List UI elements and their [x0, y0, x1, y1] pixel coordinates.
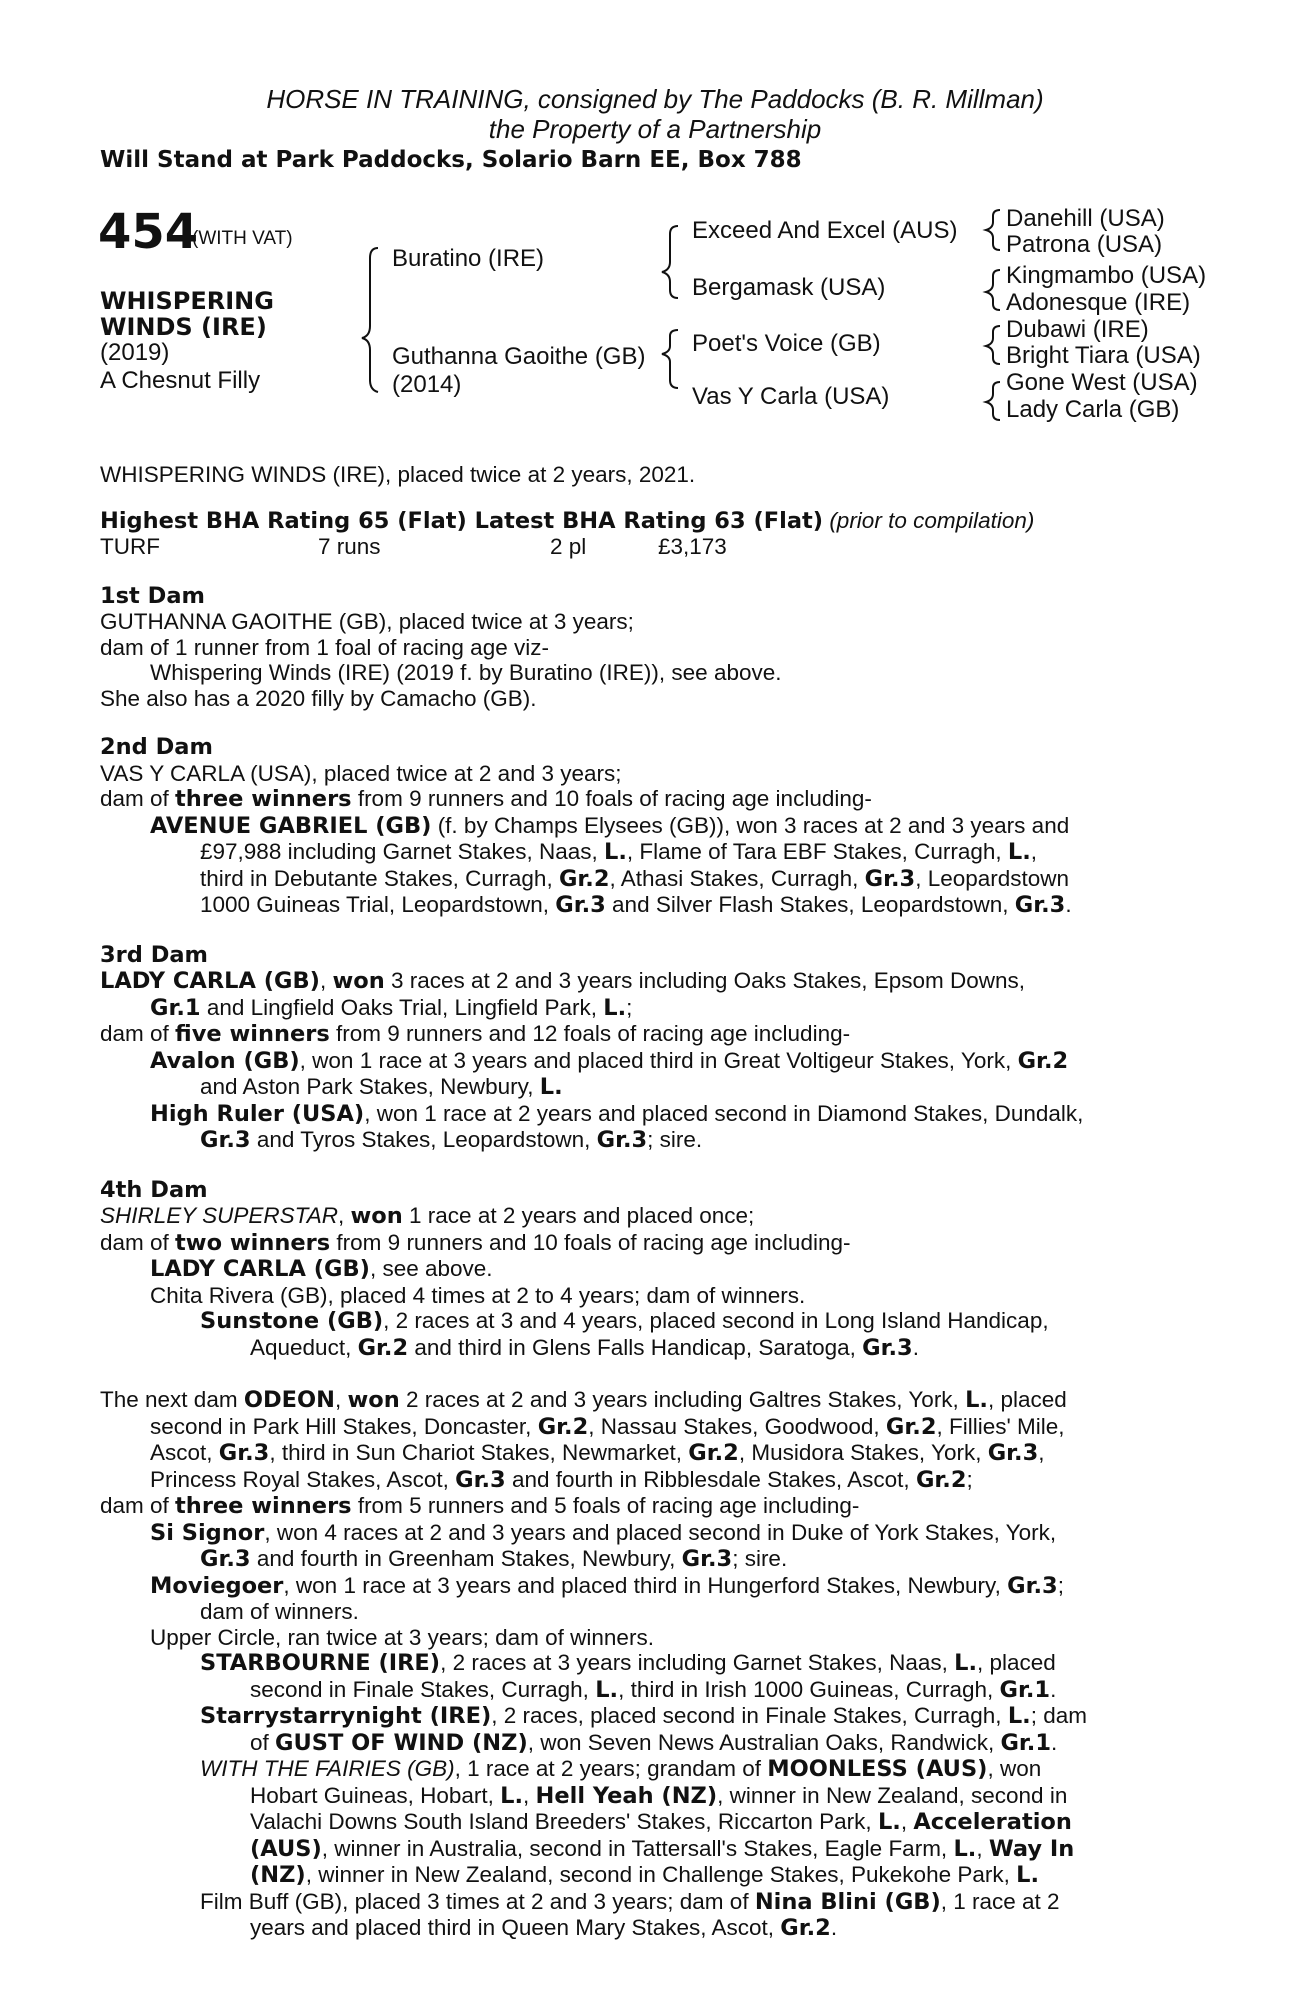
progeny-entry: Film Buff (GB), placed 3 times at 2 and 3 years; dam of Nina Blini (GB), 1 race at 2 [200, 1888, 1060, 1915]
fourth-dam-heading: 4th Dam [100, 1176, 208, 1203]
horse-name-line1: WHISPERING [100, 287, 274, 315]
progeny-entry: (NZ), winner in New Zealand, second in Challenge Stakes, Pukekohe Park, L. [250, 1862, 1040, 1888]
next-dam-line: Ascot, Gr.3, third in Sun Chariot Stakes, Newmarket, Gr.2, Musidora Stakes, York, Gr.3, [150, 1440, 1045, 1466]
dam-year: (2014) [392, 371, 462, 398]
ancestor-8: Lady Carla (GB) [1006, 396, 1180, 423]
progeny-name: Starrystarrynight (IRE) [200, 1703, 492, 1729]
sire: Buratino (IRE) [392, 245, 545, 272]
first-dam-line: She also has a 2020 filly by Camacho (GB). [100, 685, 537, 711]
progeny-entry: AVENUE GABRIEL (GB) (f. by Champs Elysees (GB)), won 3 races at 2 and 3 years and [150, 812, 1070, 839]
progeny-entry: second in Finale Stakes, Curragh, L., third in Irish 1000 Guineas, Curragh, Gr.1. [250, 1676, 1057, 1703]
progeny-entry: Upper Circle, ran twice at 3 years; dam of winners. [150, 1624, 654, 1650]
progeny-entry: Chita Rivera (GB), placed 4 times at 2 to 4 years; dam of winners. [150, 1282, 806, 1308]
rating-line [100, 508, 1210, 535]
dam-dam: Vas Y Carla (USA) [692, 383, 890, 410]
horse-name-line2: WINDS (IRE) [100, 313, 267, 341]
progeny-name: STARBOURNE (IRE) [200, 1650, 441, 1676]
ancestor-3: Kingmambo (USA) [1006, 262, 1207, 289]
progeny-entry: Aqueduct, Gr.2 and third in Glens Falls Handicap, Saratoga, Gr.3. [250, 1334, 919, 1361]
next-dam-line: Princess Royal Stakes, Ascot, Gr.3 and fourth in Ribblesdale Stakes, Ascot, Gr.2; [150, 1466, 973, 1493]
third-dam-heading: 3rd Dam [100, 941, 208, 968]
vat-label: (WITH VAT) [192, 228, 293, 249]
second-dam-line: dam of three winners from 9 runners and 10 foals of racing age including- [100, 786, 872, 812]
sire-sire: Exceed And Excel (AUS) [692, 217, 958, 244]
sire-dam: Bergamask (USA) [692, 274, 886, 301]
ancestor-6: Bright Tiara (USA) [1006, 342, 1201, 369]
progeny-entry: High Ruler (USA), won 1 race at 2 years and placed second in Diamond Stakes, Dundalk, [150, 1100, 1084, 1127]
progeny-name: Avalon (GB) [150, 1047, 300, 1074]
third-dam-line: Gr.1 and Lingfield Oaks Trial, Lingfield Park, L.; [150, 994, 633, 1021]
second-dam-heading: 2nd Dam [100, 734, 213, 760]
progeny-entry: STARBOURNE (IRE), 2 races at 3 years including Garnet Stakes, Naas, L., placed [200, 1650, 1056, 1676]
progeny-name: AVENUE GABRIEL (GB) [150, 812, 432, 839]
fourth-dam-line: SHIRLEY SUPERSTAR, won 1 race at 2 years and placed once; [100, 1203, 755, 1229]
consignor-line: HORSE IN TRAINING, consigned by The Paddocks (B. R. Millman) [266, 84, 1044, 114]
first-dam-line: GUTHANNA GAOITHE (GB), placed twice at 3 years; [100, 609, 634, 634]
progeny-name: Sunstone (GB) [200, 1308, 384, 1334]
rating-text: Highest BHA Rating 65 (Flat) Latest BHA Rating 63 (Flat) [100, 507, 824, 534]
progeny-entry: Avalon (GB), won 1 race at 3 years and placed third in Great Voltigeur Stakes, York, Gr.2 [150, 1047, 1069, 1074]
first-dam-heading: 1st Dam [100, 582, 205, 609]
progeny-entry: third in Debutante Stakes, Curragh, Gr.2, Athasi Stakes, Curragh, Gr.3, Leopardstown [200, 865, 1070, 892]
race-summary: WHISPERING WINDS (IRE), placed twice at 2 years, 2021. [100, 462, 696, 487]
progeny-entry: LADY CARLA (GB), see above. [150, 1256, 493, 1282]
lot-number: 454 [98, 204, 199, 260]
progeny-entry: £97,988 including Garnet Stakes, Naas, L., Flame of Tara EBF Stakes, Curragh, L., [200, 839, 1038, 865]
stand-location: Will Stand at Park Paddocks, Solario Barn EE, Box 788 [100, 147, 802, 173]
progeny-entry: 1000 Guineas Trial, Leopardstown, Gr.3 and Silver Flash Stakes, Leopardstown, Gr.3. [200, 892, 1072, 918]
progeny-entry: of GUST OF WIND (NZ), won Seven News Australian Oaks, Randwick, Gr.1. [250, 1729, 1058, 1756]
ancestor-4: Adonesque (IRE) [1006, 289, 1191, 316]
progeny-entry: Hobart Guineas, Hobart, L., Hell Yeah (NZ), winner in New Zealand, second in [250, 1782, 1068, 1809]
ancestor-2: Patrona (USA) [1006, 231, 1163, 258]
first-dam-line: dam of 1 runner from 1 foal of racing age viz- [100, 634, 549, 660]
ancestor-7: Gone West (USA) [1006, 369, 1198, 396]
progeny-entry: (AUS), winner in Australia, second in Tattersall's Stakes, Eagle Farm, L., Way In [250, 1835, 1075, 1862]
foaling-year: (2019) [100, 339, 170, 366]
next-dam-line: The next dam ODEON, won 2 races at 2 and 3 years including Galtres Stakes, York, L., placed [100, 1387, 1067, 1413]
progeny-name: Moviegoer [150, 1572, 284, 1599]
progeny-entry: years and placed third in Queen Mary Stakes, Ascot, Gr.2. [250, 1915, 838, 1941]
progeny-entry: and Aston Park Stakes, Newbury, L. [200, 1074, 563, 1100]
progeny-entry: Starrystarrynight (IRE), 2 races, placed second in Finale Stakes, Curragh, L.; dam [200, 1703, 1087, 1729]
third-dam-line: dam of five winners from 9 runners and 12 foals of racing age including- [100, 1021, 851, 1047]
progeny-name: High Ruler (USA) [150, 1100, 365, 1127]
fourth-dam-line: dam of two winners from 9 runners and 10 foals of racing age including- [100, 1229, 851, 1256]
stats-earnings: £3,173 [658, 534, 727, 559]
progeny-entry: dam of winners. [200, 1599, 359, 1624]
dam: Guthanna Gaoithe (GB) [392, 343, 646, 370]
progeny-entry: Gr.3 and fourth in Greenham Stakes, Newbury, Gr.3; sire. [200, 1546, 788, 1572]
progeny-entry: Moviegoer, won 1 race at 3 years and placed third in Hungerford Stakes, Newbury, Gr.3; [150, 1572, 1064, 1599]
horse-description: A Chesnut Filly [100, 367, 261, 394]
progeny-name: Si Signor [150, 1519, 265, 1546]
stats-surface: TURF [100, 534, 160, 559]
stats-runs: 7 runs [318, 534, 381, 559]
progeny-name: LADY CARLA (GB) [150, 1256, 370, 1282]
rating-note: (prior to compilation) [829, 507, 1035, 533]
progeny-entry: WITH THE FAIRIES (GB), 1 race at 2 years; grandam of MOONLESS (AUS), won [200, 1756, 1042, 1782]
catalogue-body [100, 462, 1210, 1942]
stats-line [100, 534, 1210, 560]
progeny-entry: Si Signor, won 4 races at 2 and 3 years and placed second in Duke of York Stakes, York, [150, 1519, 1057, 1546]
dam-sire: Poet's Voice (GB) [692, 330, 881, 357]
next-dam-line: second in Park Hill Stakes, Doncaster, Gr.2, Nassau Stakes, Goodwood, Gr.2, Fillies' Mile, [150, 1413, 1065, 1440]
progeny-entry: Sunstone (GB), 2 races at 3 and 4 years, placed second in Long Island Handicap, [200, 1308, 1049, 1334]
second-dam-line: VAS Y CARLA (USA), placed twice at 2 and 3 years; [100, 760, 622, 786]
property-line: the Property of a Partnership [488, 114, 822, 144]
progeny-entry: Valachi Downs South Island Breeders' Stakes, Riccarton Park, L., Acceleration [250, 1809, 1072, 1835]
progeny-name: WITH THE FAIRIES (GB) [200, 1756, 455, 1781]
ancestor-1: Danehill (USA) [1006, 205, 1165, 232]
ancestor-5: Dubawi (IRE) [1006, 316, 1149, 343]
stats-placed: 2 pl [550, 534, 587, 559]
first-dam-line: Whispering Winds (IRE) (2019 f. by Buratino (IRE)), see above. [150, 660, 782, 685]
progeny-entry: Gr.3 and Tyros Stakes, Leopardstown, Gr.3; sire. [200, 1127, 703, 1153]
third-dam-line: LADY CARLA (GB), won 3 races at 2 and 3 years including Oaks Stakes, Epsom Downs, [100, 968, 1026, 994]
next-dam-line: dam of three winners from 5 runners and 5 foals of racing age including- [100, 1493, 860, 1519]
